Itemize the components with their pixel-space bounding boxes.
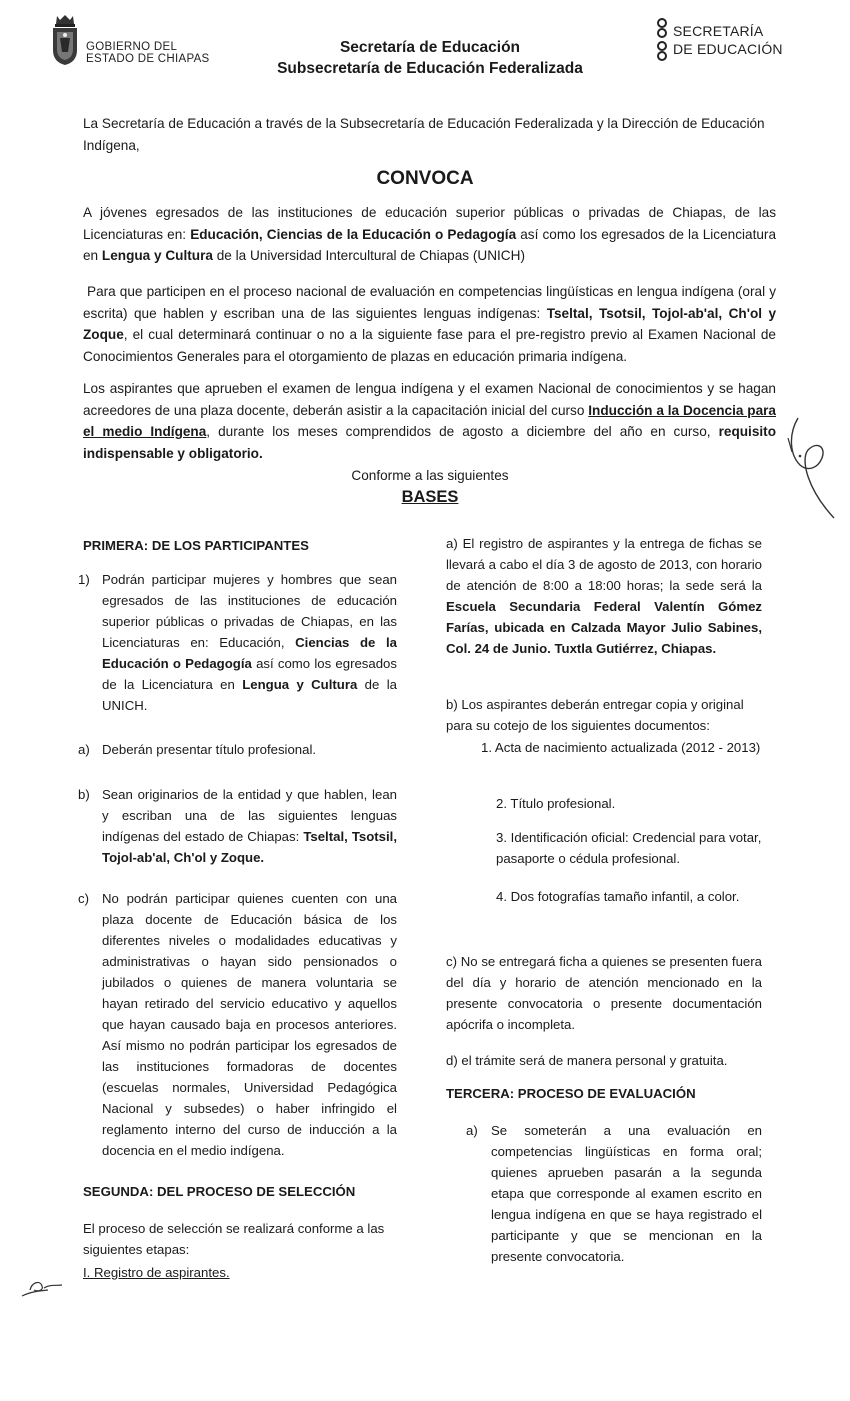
primera-heading: PRIMERA: DE LOS PARTICIPANTES <box>83 538 309 553</box>
item1-text-c: así como los egresados de la Licenciatura en <box>102 656 397 692</box>
evaluation-text: Se someterán a una evaluación en competencias lingüísticas en forma oral; quienes aprueben pasarán a la segunda etapa que corresponde al examen escrito en lengua indígena en que se haya registrado el participante y que se mencionan en la presente convocatoria. <box>491 1123 762 1264</box>
item1-text-e: de la UNICH. <box>102 677 397 713</box>
item-c-text: No podrán participar quienes cuenten con una plaza docente de Educación básica de los diferentes niveles o modalidades educativas y administrativas o hayan sido pensionados o jubilados o quienes de manera voluntaria se hayan retirado del servicio educativo y aquellos que hayan causado baja en procesos anteriores. Así mismo no podrán participar los egresados de las instituciones formadoras de docentes (escuelas normales, Universidad Pedagógica Nacional y subsedes) o haber infringido el reglamento interno del curso de inducción a la docencia en el medio indígena. <box>102 891 397 1158</box>
seleccion-text: El proceso de selección se realizará conforme a las siguientes etapas: <box>83 1221 385 1257</box>
evaluation-marker: a) <box>466 1123 478 1138</box>
p1-text-d: Lengua y Cultura <box>101 248 213 263</box>
item1-text-a: Podrán participar mujeres y hombres que sean egresados de las instituciones de educación superior públicas o privadas de Chiapas, en las Licenciaturas en: Educación, <box>102 572 397 650</box>
title-line-2: Subsecretaría de Educación Federalizada <box>277 60 583 77</box>
p3-text-b: Inducción a la Docencia para el medio Indígena <box>83 402 776 439</box>
p3-text-c: , durante los meses comprendidos de agosto a diciembre del año en curso, <box>206 424 719 439</box>
p1-text-c: así como los egresados de la Licenciatura en <box>83 226 777 263</box>
p3-text-d: requisito indispensable y obligatorio. <box>83 424 776 461</box>
item-1-marker: 1) <box>78 572 90 587</box>
registro-d-text: d) el trámite será de manera personal y gratuita. <box>446 1053 728 1068</box>
itemB-text-b: Tseltal, Tsotsil, Tojol-ab'al, Ch'ol y Zoque. <box>102 829 397 865</box>
item-a-marker: a) <box>78 742 90 757</box>
logo-line-1: SECRETARÍA <box>673 23 764 39</box>
registro-a-text <box>446 533 762 659</box>
paragraph-2 <box>83 281 776 367</box>
initials-signature-mark <box>18 1276 68 1300</box>
item-a-text: Deberán presentar título profesional. <box>102 742 317 757</box>
p2-text-c: , el cual determinará continuar o no a la siguiente fase para el pre-registro previo al Examen Nacional de Conocimientos Generales para el otorgamiento de plazas en educación primaria indígena. <box>83 327 776 364</box>
item-c-marker: c) <box>78 891 89 906</box>
government-line-1: GOBIERNO DEL <box>86 41 178 53</box>
government-line-2: ESTADO DE CHIAPAS <box>86 53 210 65</box>
page-title <box>215 37 645 79</box>
coat-of-arms-icon <box>50 14 80 66</box>
p1-text-b: Educación, Ciencias de la Educación o Pedagogía <box>190 226 517 242</box>
p3-text-a: Los aspirantes que aprueben el examen de lengua indígena y el examen Nacional de conocimientos y se hagan acreedores de una plaza docente, deberán asistir a la capacitación inicial del curso <box>83 381 776 418</box>
item1-text-b: Ciencias de la Educación o Pedagogía <box>102 635 397 671</box>
p1-text-e: de la Universidad Intercultural de Chiapas (UNICH) <box>212 248 525 263</box>
document-item-1: 1. Acta de nacimiento actualizada (2012 - 2013) <box>481 740 761 755</box>
document-item-4: 4. Dos fotografías tamaño infantil, a color. <box>496 889 740 904</box>
conforme-text: Conforme a las siguientes <box>351 468 509 483</box>
government-label <box>86 41 210 65</box>
itemB-text-a: Sean originarios de la entidad y que hablen, lean y escriban una de las siguientes lenguas indígenas del estado de Chiapas: <box>102 787 397 844</box>
registro-heading: I. Registro de aspirantes. <box>83 1265 230 1280</box>
title-line-1: Secretaría de Educación <box>339 39 521 56</box>
document-item-3: 3. Identificación oficial: Credencial para votar, pasaporte o cédula profesional. <box>496 830 762 866</box>
item-b-marker: b) <box>78 787 90 802</box>
convoca-heading: CONVOCA <box>376 168 474 189</box>
right-a-text-b: Escuela Secundaria Federal Valentín Gómez Farías, ubicada en Calzada Mayor Julio Sabines, Col. 24 de Junio. Tuxtla Gutiérrez, Chiapas. <box>446 599 762 656</box>
item-1-text <box>102 569 397 716</box>
p2-text-b: Tseltal, Tsotsil, Tojol-ab'al, Ch'ol y Zoque <box>83 305 777 342</box>
p1-text-a: A jóvenes egresados de las instituciones de educación superior públicas o privadas de Chiapas, de las Licenciaturas en: <box>83 205 776 242</box>
paragraph-3 <box>83 378 776 464</box>
registro-c-text: c) No se entregará ficha a quienes se presenten fuera del día y horario de atención mencionado en la presente convocatoria o presente documentación apócrifa o incompleta. <box>446 954 762 1032</box>
registro-b-text: b) Los aspirantes deberán entregar copia y original para su cotejo de los siguientes documentos: <box>446 697 744 733</box>
logo-line-2: DE EDUCACIÓN <box>673 41 783 57</box>
p2-text-a: Para que participen en el proceso nacional de evaluación en competencias lingüísticas en lengua indígena (oral y escrita) que hablen y escriban una de las siguientes lenguas indígenas: <box>83 284 776 321</box>
item-b-text <box>102 784 397 868</box>
item1-text-d: Lengua y Cultura <box>242 677 358 692</box>
bases-heading: BASES <box>401 488 459 506</box>
intro-paragraph: La Secretaría de Educación a través de la Subsecretaría de Educación Federalizada y la Dirección de Educación Indígena, <box>83 116 765 153</box>
tercera-heading: TERCERA: PROCESO DE EVALUACIÓN <box>446 1086 696 1101</box>
right-a-text-a: a) El registro de aspirantes y la entrega de fichas se llevará a cabo el día 3 de agosto de 2013, con horario de atención de 8:00 a 18:00 horas; la sede será la <box>446 536 762 593</box>
paragraph-1 <box>83 202 776 267</box>
state-coat-of-arms <box>50 14 80 66</box>
secretaria-logo-icon <box>656 18 668 62</box>
document-item-2: 2. Título profesional. <box>496 796 616 811</box>
segunda-heading: SEGUNDA: DEL PROCESO DE SELECCIÓN <box>83 1184 356 1199</box>
